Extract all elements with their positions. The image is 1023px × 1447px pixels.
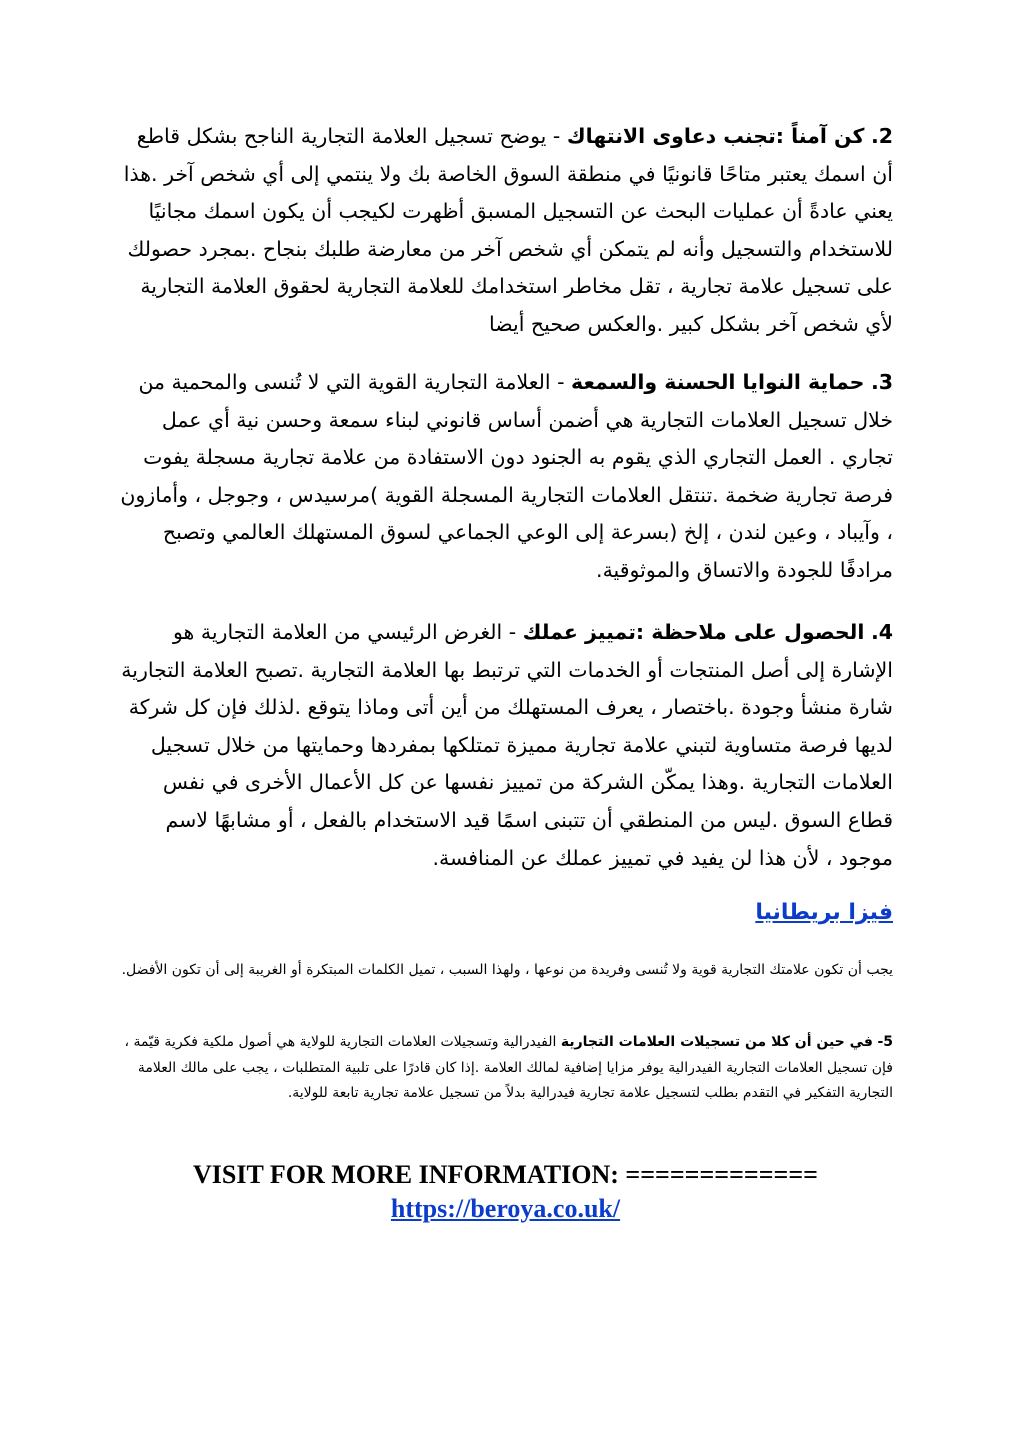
section-text: الغرض الرئيسي من العلامة التجارية هو الإشارة إلى أصل المنتجات أو الخدمات التي ترتبط بها العلامة التجارية .تصبح العلامة التجارية شارة منشأ وجودة .باختصار ، يعرف المستهلك من أين أتى وماذا يتوقع .لذلك فإن كل شركة لديها فرصة متساوية لتبني علامة تجارية مميزة تمتلكها بمفردها وحمايتها من خلال تسجيل العلامات التجارية .وهذا يمكّن الشركة من تمييز نفسها عن كل الأعمال الأخرى في نفس قطاع السوق .ليس من المنطقي أن تتبنى اسمًا قيد الاستخدام بالفعل ، أو مشابهًا لاسم موجود ، لأن هذا لن يفيد في تمييز عملك عن المنافسة. (121, 620, 893, 870)
section-heading: الحصول على ملاحظة :تمييز عملك (522, 620, 865, 644)
section-separator: - (550, 370, 572, 394)
visit-info (118, 1158, 893, 1226)
uk-visa-link[interactable]: فيزا بريطانيا (755, 900, 893, 925)
section-separator: - (502, 620, 523, 644)
section-number: 2. (870, 124, 893, 148)
section-4 (118, 614, 893, 877)
section-number: 3. (870, 370, 893, 394)
small-paragraph-heading: في حين أن كلا من تسجيلات العلامات التجارية (560, 1034, 873, 1050)
section-text: العلامة التجارية القوية التي لا تُنسى والمحمية من خلال تسجيل العلامات التجارية هي أضمن أساس قانوني لبناء سمعة وحسن نية أي عمل تجاري . العمل التجاري الذي يقوم به الجنود دون الاستفادة من علامة تجارية مسجلة يفوت فرصة تجارية ضخمة .تنتقل العلامات التجارية المسجلة القوية )مرسيدس ، وجوجل ، وأمازون ، وآيباد ، وعين لندن ، إلخ (بسرعة إلى الوعي الجماعي لسوق المستهلك العالمي وتصبح مرادفًا للجودة والاتساق والموثوقية. (120, 370, 893, 582)
visit-label: VISIT FOR MORE INFORMATION: ============= (193, 1160, 818, 1189)
small-paragraph-5 (118, 1030, 893, 1107)
small-paragraph-text: الفيدرالية وتسجيلات العلامات التجارية للولاية هي أصول ملكية فكرية قيّمة ، فإن تسجيل العلامات التجارية الفيدرالية يوفر مزايا إضافية لمالك العلامة .إذا كان قادرًا على تلبية المتطلبات ، يجب على مالك العلامة التجارية التفكير في التقدم بطلب لتسجيل علامة تجارية فيدرالية بدلاً من تسجيل علامة تجارية تابعة للولاية. (124, 1034, 893, 1101)
section-2 (118, 118, 893, 344)
visit-url-link[interactable]: https://beroya.co.uk/ (390, 1194, 621, 1223)
section-number: 4. (870, 620, 893, 644)
section-separator: - (546, 124, 567, 148)
section-3 (118, 364, 893, 590)
section-heading: كن آمناً :تجنب دعاوى الانتهاك (566, 124, 865, 148)
section-heading: حماية النوايا الحسنة والسمعة (571, 370, 865, 394)
small-paragraph-1: يجب أن تكون علامتك التجارية قوية ولا تُنسى وفريدة من نوعها ، ولهذا السبب ، تميل الكلمات المبتكرة أو الغريبة إلى أن تكون الأفضل. (121, 962, 893, 978)
section-text: يوضح تسجيل العلامة التجارية الناجح بشكل قاطع أن اسمك يعتبر متاحًا قانونيًا في منطقة السوق الخاصة بك ولا ينتمي إلى أي شخص آخر .هذا يعني عادةً أن عمليات البحث عن التسجيل المسبق أظهرت لكيجب أن يكون اسمك مجانيًا للاستخدام والتسجيل وأنه لم يتمكن أي شخص آخر من معارضة طلبك بنجاح .بمجرد حصولك على تسجيل علامة تجارية ، تقل مخاطر استخدامك للعلامة التجارية لحقوق العلامة التجارية لأي شخص آخر بشكل كبير .والعكس صحيح أيضا (123, 124, 893, 336)
small-paragraph-number: 5- (877, 1034, 893, 1050)
